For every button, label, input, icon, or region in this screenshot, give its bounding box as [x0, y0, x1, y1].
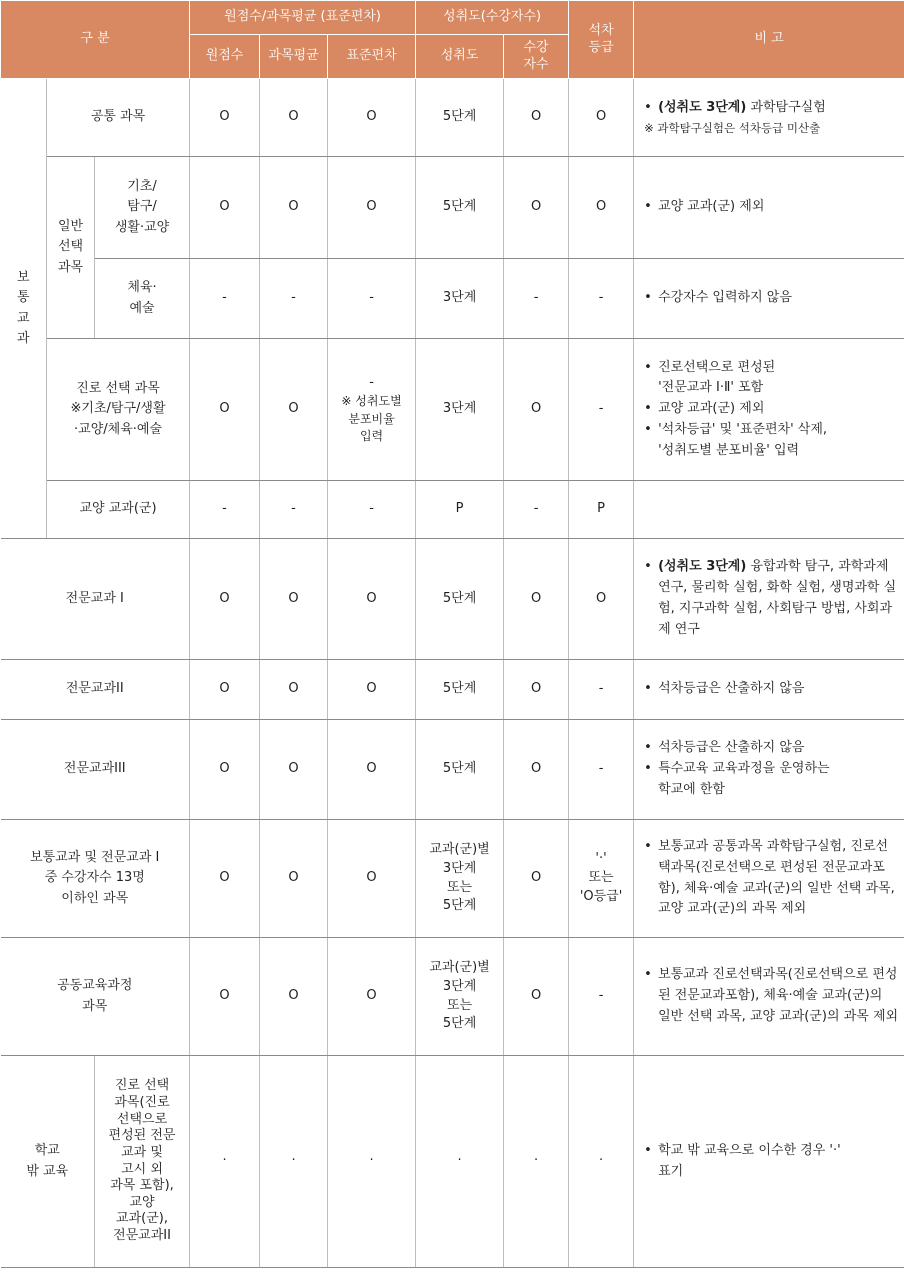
cell-achievement: · [416, 1056, 504, 1268]
cell-std: O [328, 79, 416, 157]
header-category: 구 분 [1, 1, 190, 79]
remark-subnote: ※ 과학탐구실험은 석차등급 미산출 [644, 120, 821, 135]
cell-enrolled: - [504, 481, 569, 539]
cell-rank: O [569, 157, 634, 259]
cell-remarks [634, 1056, 904, 1268]
remark-item [644, 557, 899, 640]
cell-remarks [634, 481, 904, 539]
cell-remarks [634, 539, 904, 660]
cell-avg: O [260, 339, 328, 481]
cell-enrolled: - [504, 259, 569, 339]
cell-rank: - [569, 720, 634, 820]
cell-std [328, 339, 416, 481]
cell-std: - [328, 481, 416, 539]
cell-rank: O [569, 539, 634, 660]
cell-achievement: 3단계 [416, 339, 504, 481]
cell-rank: - [569, 938, 634, 1056]
cell-enrolled: O [504, 539, 569, 660]
elective-group-label: 일반 선택 과목 [47, 157, 95, 339]
cell-rank: - [569, 339, 634, 481]
row-label: 보통교과 및 전문교과 I 중 수강자수 13명 이하인 과목 [1, 820, 190, 938]
table-row-special-2 [1, 660, 904, 720]
header-raw-group: 원점수/과목평균 (표준편차) [190, 1, 416, 35]
cell-enrolled: O [504, 339, 569, 481]
header-subject-avg: 과목평균 [260, 35, 328, 79]
table-row-outside-school [1, 1056, 904, 1268]
header-achievement-group: 성취도(수강자수) [416, 1, 569, 35]
remark-bold: (성취도 3단계) [658, 99, 747, 115]
cell-std: · [328, 1056, 416, 1268]
cell-std: - [328, 259, 416, 339]
remark-item: • 석차등급은 산출하지 않음 [644, 679, 899, 700]
header-row-1 [1, 1, 904, 35]
cell-rank: - [569, 259, 634, 339]
header-remarks: 비 고 [634, 1, 904, 79]
remark-item: • 진로선택으로 편성된 '전문교과 Ⅰ·Ⅱ' 포함 [644, 358, 899, 400]
cell-std: O [328, 938, 416, 1056]
cell-enrolled: O [504, 660, 569, 720]
header-rank: 석차 등급 [569, 1, 634, 79]
cell-remarks [634, 660, 904, 720]
cell-std: O [328, 720, 416, 820]
remark-item: • 석차등급은 산출하지 않음 [644, 738, 899, 759]
cell-std: O [328, 157, 416, 259]
row-label: 진로 선택 과목 ※기초/탐구/생활 ·교양/체육·예술 [47, 339, 190, 481]
row-label: 기초/ 탐구/ 생활·교양 [95, 157, 190, 259]
cell-rank: · [569, 1056, 634, 1268]
remark-item: • 수강자수 입력하지 않음 [644, 288, 899, 309]
cell-rank: - [569, 660, 634, 720]
header-std-dev: 표준편차 [328, 35, 416, 79]
cell-enrolled: O [504, 157, 569, 259]
row-sub-label: 진로 선택 과목(진로 선택으로 편성된 전문 교과 및 고시 외 과목 포함), 교양 교과(군), 전문교과II [95, 1056, 190, 1268]
cell-raw: O [190, 157, 260, 259]
cell-rank: P [569, 481, 634, 539]
remark-item: • 교양 교과(군) 제외 [644, 399, 899, 420]
cell-remarks [634, 79, 904, 157]
cell-rank: O [569, 79, 634, 157]
remark-bold: (성취도 3단계) [658, 559, 747, 575]
cell-remarks [634, 720, 904, 820]
cell-remarks [634, 339, 904, 481]
row-label: 전문교과III [1, 720, 190, 820]
cell-achievement: 3단계 [416, 259, 504, 339]
cell-raw: O [190, 938, 260, 1056]
cell-achievement: 5단계 [416, 660, 504, 720]
cell-std: O [328, 539, 416, 660]
cell-raw: O [190, 79, 260, 157]
cell-achievement: 5단계 [416, 539, 504, 660]
table-row-small-class [1, 820, 904, 938]
cell-avg: O [260, 157, 328, 259]
cell-enrolled: O [504, 79, 569, 157]
row-label: 전문교과 I [1, 539, 190, 660]
cell-remarks [634, 820, 904, 938]
cell-avg: O [260, 539, 328, 660]
cell-std: O [328, 660, 416, 720]
row-label: 체육· 예술 [95, 259, 190, 339]
cell-achievement: 5단계 [416, 720, 504, 820]
table-row-special-1 [1, 539, 904, 660]
table-row-joint [1, 938, 904, 1056]
cell-raw: - [190, 259, 260, 339]
header-achievement: 성취도 [416, 35, 504, 79]
table-row-basic [1, 157, 904, 259]
remark-item: • 보통교과 공통과목 과학탐구실험, 진로선택과목(진로선택으로 편성된 전문교과포함), 체육·예술 교과(군)의 일반 선택 과목, 교양 교과(군)의 과목 제외 [644, 837, 899, 920]
general-subjects-label: 보 통 교 과 [1, 79, 47, 539]
cell-remarks [634, 938, 904, 1056]
table-row-pe [1, 259, 904, 339]
cell-raw: · [190, 1056, 260, 1268]
cell-avg: · [260, 1056, 328, 1268]
remark-item [644, 98, 899, 119]
cell-achievement: 5단계 [416, 157, 504, 259]
cell-enrolled: · [504, 1056, 569, 1268]
cell-raw: O [190, 820, 260, 938]
cell-raw: O [190, 339, 260, 481]
row-label: 전문교과II [1, 660, 190, 720]
remark-item: • '석차등급' 및 '표준편차' 삭제, '성취도별 분포비율' 입력 [644, 420, 899, 462]
cell-enrolled: O [504, 720, 569, 820]
cell-enrolled: O [504, 938, 569, 1056]
table-row-career [1, 339, 904, 481]
row-label: 학교 밖 교육 [1, 1056, 95, 1268]
row-label: 공통 과목 [47, 79, 190, 157]
cell-achievement: 교과(군)별 3단계 또는 5단계 [416, 820, 504, 938]
remark-item: • 특수교육 교육과정을 운영하는 학교에 한함 [644, 759, 899, 801]
cell-achievement: P [416, 481, 504, 539]
cell-raw: O [190, 720, 260, 820]
table-row-common [1, 79, 904, 157]
table-row-liberal [1, 481, 904, 539]
cell-raw: O [190, 660, 260, 720]
remark-text: 융합과학 탐구, 과학과제 연구, 물리학 실험, 화학 실험, 생명과학 실험, 지구과학 실험, 사회탐구 방법, 사회과제 연구 [658, 559, 897, 637]
cell-avg: O [260, 938, 328, 1056]
std-distribution-note: ※ 성취도별 분포비율 입력 [341, 394, 402, 444]
header-enrolled: 수강 자수 [504, 35, 569, 79]
remark-item: • 교양 교과(군) 제외 [644, 197, 899, 218]
cell-avg: O [260, 79, 328, 157]
cell-achievement: 교과(군)별 3단계 또는 5단계 [416, 938, 504, 1056]
row-label: 교양 교과(군) [47, 481, 190, 539]
cell-raw: O [190, 539, 260, 660]
remark-text: 과학탐구실험 [746, 99, 826, 115]
cell-avg: - [260, 259, 328, 339]
cell-raw: - [190, 481, 260, 539]
remark-item: • 학교 밖 교육으로 이수한 경우 '·' 표기 [644, 1141, 899, 1183]
cell-rank: '·' 또는 'O등급' [569, 820, 634, 938]
std-dash: - [369, 375, 374, 391]
cell-avg: O [260, 820, 328, 938]
cell-achievement: 5단계 [416, 79, 504, 157]
remark-item: • 보통교과 진로선택과목(진로선택으로 편성된 전문교과포함), 체육·예술 교과(군)의 일반 선택 과목, 교양 교과(군)의 과목 제외 [644, 965, 899, 1027]
table-row-special-3 [1, 720, 904, 820]
cell-remarks [634, 157, 904, 259]
cell-avg: O [260, 720, 328, 820]
cell-avg: - [260, 481, 328, 539]
cell-enrolled: O [504, 820, 569, 938]
cell-remarks [634, 259, 904, 339]
header-raw-score: 원점수 [190, 35, 260, 79]
row-label: 공동교육과정 과목 [1, 938, 190, 1056]
cell-std: O [328, 820, 416, 938]
cell-avg: O [260, 660, 328, 720]
